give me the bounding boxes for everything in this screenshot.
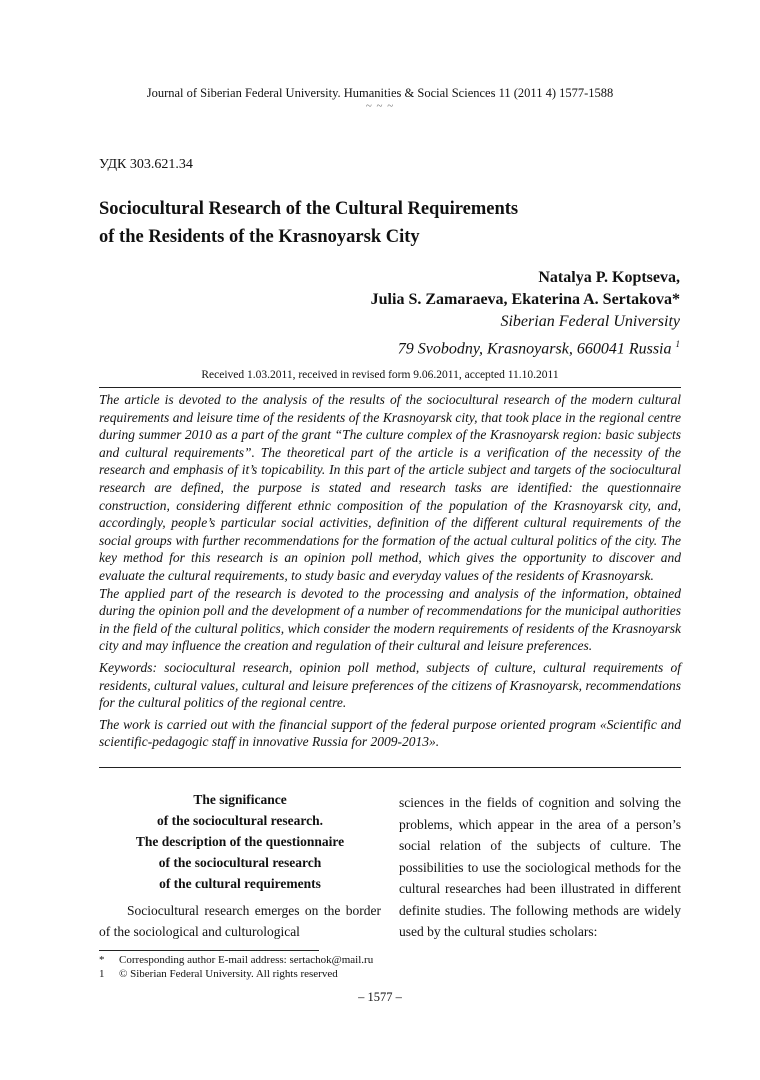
footnote-rule <box>99 950 319 951</box>
author-line-2: Julia S. Zamaraeva, Ekaterina A. Sertakova* <box>370 291 680 308</box>
title-line-1: Sociocultural Research of the Cultural Requirements <box>99 199 519 219</box>
page-number: – 1577 – <box>358 990 402 1004</box>
header-ornament: ~ ~ ~ <box>365 100 395 112</box>
address <box>371 333 680 360</box>
section-title-line: The significance <box>193 792 287 807</box>
footnote <box>99 953 373 967</box>
footnote-mark: 1 <box>99 968 105 980</box>
keywords: Keywords: sociocultural research, opinion poll method, subjects of culture, cultural requirements of residents, cultural values, cultural and leisure preferences of the citizens of Krasnoyarsk, recommendations for the cultural politics of the regional centre. <box>99 659 681 711</box>
section-title-line: of the sociocultural research. <box>157 813 323 828</box>
abstract-bottom-rule <box>99 767 681 768</box>
author-line-1: Natalya P. Koptseva, <box>538 269 680 286</box>
address-text: 79 Svobodny, Krasnoyarsk, 660041 Russia <box>397 340 672 358</box>
footnote-text: Corresponding author E-mail address: sertachok@mail.ru <box>119 954 374 966</box>
section-title-line: of the cultural requirements <box>159 876 321 891</box>
abstract <box>99 391 681 751</box>
left-column <box>99 789 381 942</box>
article-title <box>99 195 659 251</box>
received-dates: Received 1.03.2011, received in revised form 9.06.2011, accepted 11.10.2011 <box>201 369 559 381</box>
abstract-top-rule <box>99 387 681 388</box>
section-title-line: The description of the questionnaire <box>135 834 345 849</box>
section-title-line: of the sociocultural research <box>158 855 322 870</box>
right-body-paragraph: sciences in the fields of cognition and solving the problems, which appear in the area of a person’s social relation of the subjects of culture. The possibilities to use the sociological methods for the cultural researches had been illustrated in different definite studies. The following methods are widely used by the cultural studies scholars: <box>399 795 681 939</box>
left-body-paragraph: Sociocultural research emerges on the border of the sociological and culturological <box>99 903 381 939</box>
abstract-paragraph-1: The article is devoted to the analysis of the results of the sociocultural research of the modern cultural requirements and leisure time of the residents of the Krasnoyarsk city, that took place in the regional centre during summer 2010 as a part of the grant “The culture complex of the Krasnoyarsk region: basic subjects and cultural requirements”. The theoretical part of the article is a verification of the necessity of the research and emphasis of it’s topicability. In this part of the article subject and targets of the sociocultural research are defined, the purpose is stated and research tasks are identified: the questionnaire construction, considering different ethnic composition of the population of the Krasnoyarsk city, and, accordingly, people’s particular social activities, definition of the different cultural requirements of the social groups with further recommendations for the formation of the actual cultural politics of the city. The key method for this research is an opinion poll method, which gives the opportunity to discover and evaluate the cultural requirements, to study basic and everyday values of the residents of Krasnoyarsk. <box>99 392 681 583</box>
footnotes <box>99 953 373 981</box>
title-line-2: of the Residents of the Krasnoyarsk City <box>99 227 420 247</box>
funding-note: The work is carried out with the financial support of the federal purpose oriented program «Scientific and scientific-pedagogic staff in innovative Russia for 2009-2013». <box>99 716 681 750</box>
footnote-text: © Siberian Federal University. All rights reserved <box>119 968 338 980</box>
footnote <box>99 967 373 981</box>
address-footnote-mark: 1 <box>675 339 680 349</box>
udk-code: УДК 303.621.34 <box>99 157 193 172</box>
affiliation: Siberian Federal University <box>500 313 680 330</box>
abstract-paragraph-2: The applied part of the research is devoted to the processing and analysis of the information, obtained during the opinion poll and the development of a number of recommendations for the municipal authorities in the field of the cultural politics, which consider the modern requirements of residents of the Krasnoyarsk city and may influence the creation and regulation of their cultural and leisure preferences. <box>99 585 681 654</box>
author-block <box>371 267 680 360</box>
journal-header: Journal of Siberian Federal University. Humanities & Social Sciences 11 (2011 4) 1577-1588 <box>146 86 614 100</box>
section-title <box>99 789 381 894</box>
footnote-mark: * <box>99 954 105 966</box>
